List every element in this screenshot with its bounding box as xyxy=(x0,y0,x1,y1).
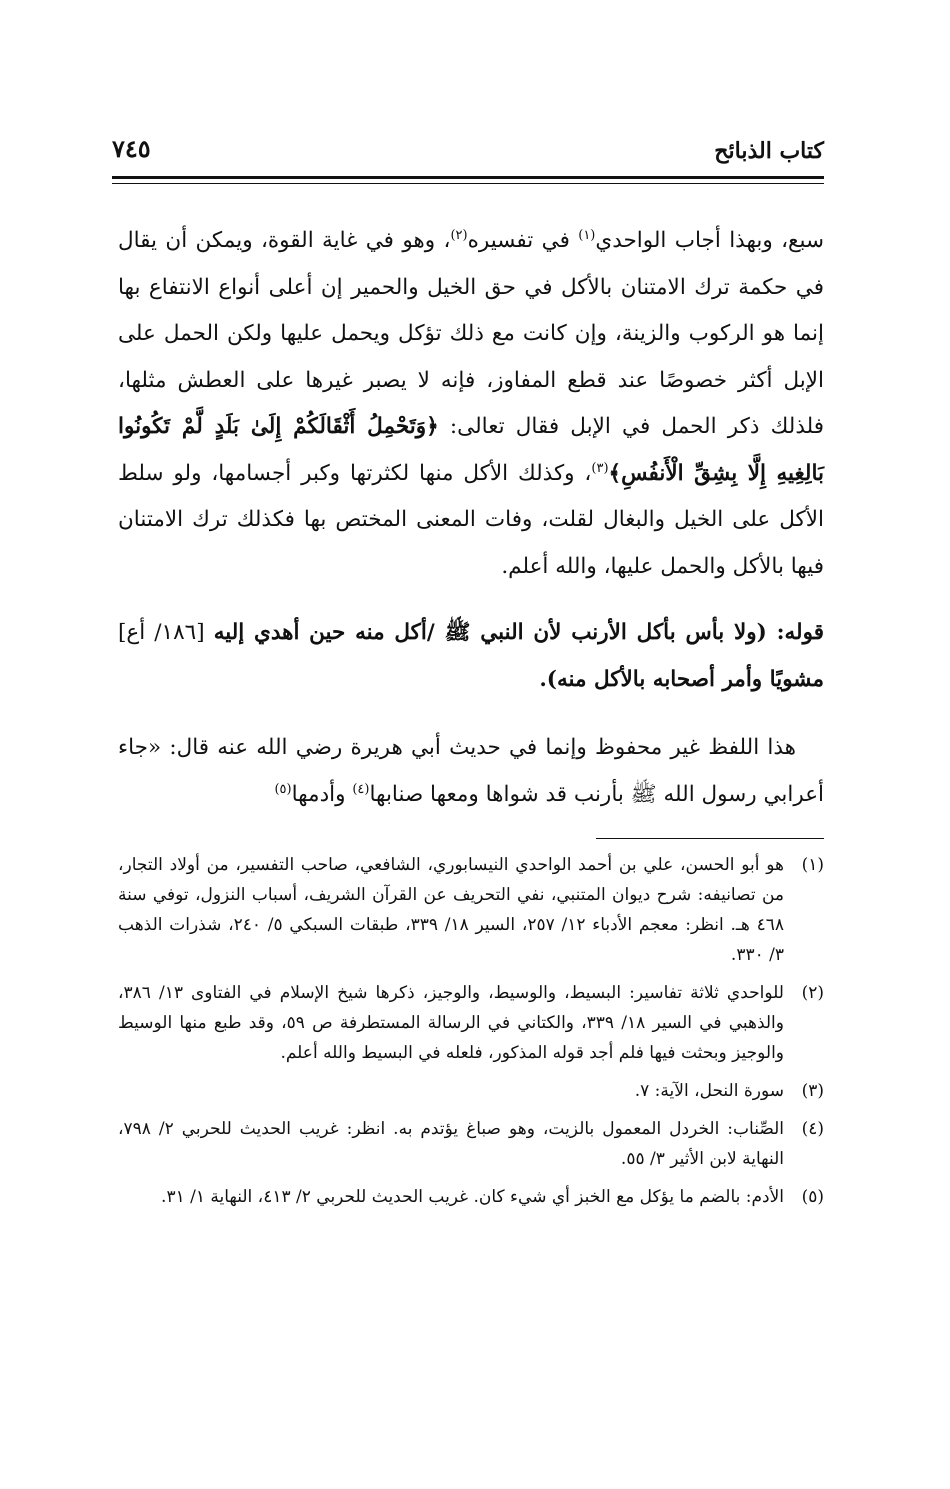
text-run: مشويًا وأمر أصحابه بالأكل منه). xyxy=(539,666,824,692)
main-text xyxy=(118,218,824,818)
footnote-text: الأدم: بالضم ما يؤكل مع الخبز أي شيء كان. غريب الحديث للحربي ٢/ ٤١٣، النهاية ١/ ٣١. xyxy=(161,1187,784,1207)
footnote-text: هو أبو الحسن، علي بن أحمد الواحدي النيسابوري، الشافعي، صاحب التفسير، من أولاد التجار، من تصانيفه: شرح ديوان المتنبي، نفي التحريف عن القرآن الشريف، أسباب النزول، توفي سنة ٤٦٨ هـ. انظر: معجم الأدباء ١٢/ ٢٥٧، السير ١٨/ ٣٣٩، طبقات السبكي ٥/ ٢٤٠، شذرات الذهب ٣/ ٣٣٠. xyxy=(118,855,784,965)
text-run: هذا اللفظ غير محفوظ وإنما في حديث أبي هريرة رضي الله عنه قال: «جاء أعرابي رسول الله ﷺ بأرنب قد شواها ومعها صنابها xyxy=(118,735,824,807)
footnote-ref: (١) xyxy=(578,227,596,243)
footnote xyxy=(118,1182,824,1212)
footnote-ref: (٥) xyxy=(274,781,292,797)
text-run: في تفسيره xyxy=(467,228,579,253)
page-title: كتاب الذبائح xyxy=(714,138,824,164)
footnote-number: (٥) xyxy=(801,1187,824,1207)
footnote-text: الصِّناب: الخردل المعمول بالزيت، وهو صباغ يؤتدم به. انظر: غريب الحديث للحربي ٢/ ٧٩٨، النهاية لابن الأثير ٣/ ٥٥. xyxy=(118,1119,784,1169)
footnote-text: للواحدي ثلاثة تفاسير: البسيط، والوسيط، والوجيز، ذكرها شيخ الإسلام في الفتاوى ١٣/ ٣٨٦، والذهبي في السير ١٨/ ٣٣٩، والكتاني في الرسالة المستطرفة ص ٥٩، وقد طبع منها الوسيط والوجيز وبحثت فيها فلم أجد قوله المذكور، فلعله في البسيط والله أعلم. xyxy=(118,983,784,1063)
matn-quote xyxy=(118,610,824,703)
quran-verse: ﴿وَتَحْمِلُ أَثْقَالَكُمْ إِلَىٰ بَلَدٍ لَّمْ تَكُونُوا بَالِغِيهِ إِلَّا بِشِقِّ الْأَنفُسِ﴾ xyxy=(118,414,824,486)
footnote-number: (١) xyxy=(801,855,824,875)
footnote-text: سورة النحل، الآية: ٧. xyxy=(634,1081,784,1101)
text-run: ، وكذلك الأكل منها لكثرتها وكبر أجسامها، ولو سلط الأكل على الخيل والبغال لقلت، وفات المعنى المختص بها فكذلك ترك الامتنان فيها بالأكل والحمل عليها، والله أعلم. xyxy=(118,460,824,579)
header-rule-thick xyxy=(112,176,824,179)
footnote-ref: (٤) xyxy=(352,781,370,797)
paragraph-1 xyxy=(118,218,824,590)
footnote-ref: (٣) xyxy=(591,460,609,476)
footnote-separator xyxy=(596,838,824,839)
page-header xyxy=(112,128,824,168)
page-number: ٧٤٥ xyxy=(112,134,151,163)
text-run: قوله: (ولا بأس بأكل الأرنب لأن النبي ﷺ /أكل منه حين أهدي إليه xyxy=(213,620,824,645)
footnotes xyxy=(118,850,824,1220)
footnote xyxy=(118,1076,824,1106)
footnote-ref: (٢) xyxy=(450,227,468,243)
footnote xyxy=(118,1114,824,1174)
manuscript-folio-note: [١٨٦/ أع] xyxy=(118,620,214,645)
footnote-number: (٤) xyxy=(801,1119,824,1139)
header-rule-thin xyxy=(112,183,824,184)
text-run: سبع، وبهذا أجاب الواحدي xyxy=(595,228,824,253)
footnote-number: (٢) xyxy=(801,983,824,1003)
paragraph-2 xyxy=(118,725,824,818)
text-run: ، وهو في غاية القوة، ويمكن أن يقال في حكمة ترك الامتنان بالأكل في حق الخيل والحمير إن أعلى أنواع الانتفاع بها إنما هو الركوب والزينة، وإن كانت مع ذلك تؤكل ويحمل عليها ولكن الحمل على الإبل أكثر خصوصًا عند قطع المفاوز، فإنه لا يصبر غيرها على العطش مثلها، فلذلك ذكر الحمل في الإبل فقال تعالى: xyxy=(118,228,824,439)
footnote-number: (٣) xyxy=(801,1081,824,1101)
text-run: وأدمها xyxy=(291,781,353,807)
footnote xyxy=(118,850,824,970)
footnote xyxy=(118,978,824,1068)
